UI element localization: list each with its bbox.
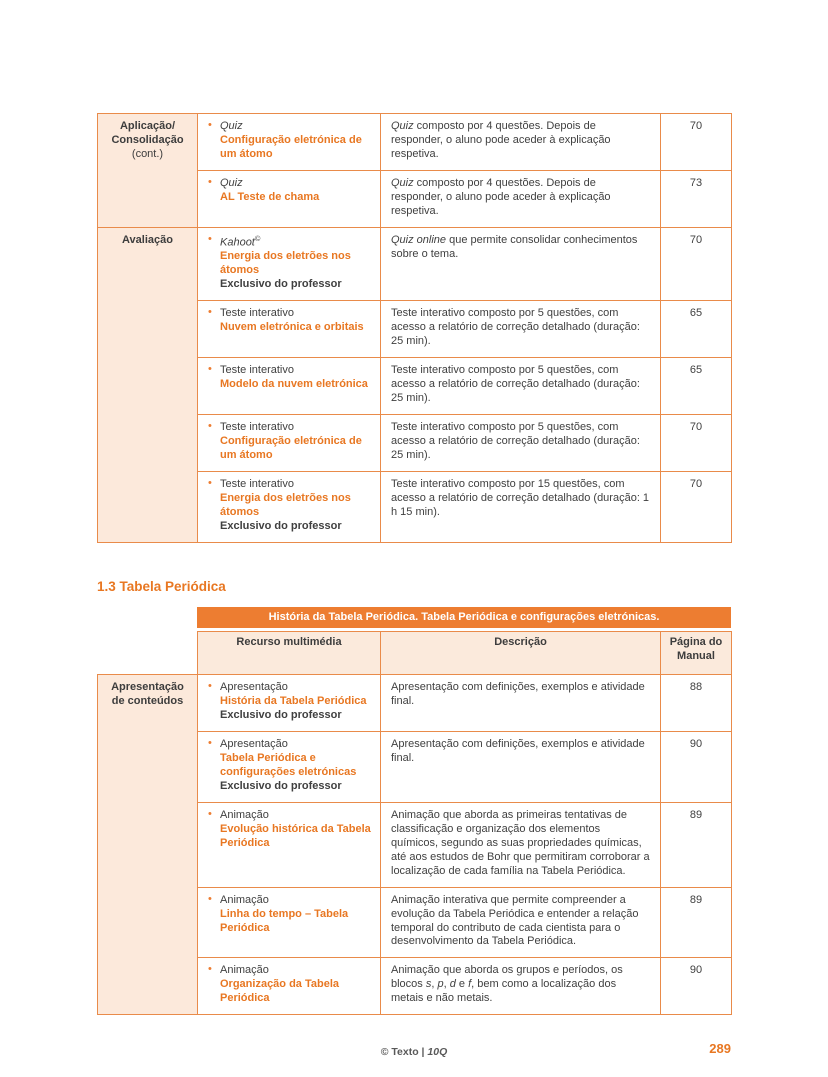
- resource-cell: [198, 674, 381, 731]
- manual-page-number: 70: [661, 227, 732, 301]
- bullet-icon: •: [208, 736, 212, 749]
- resource-cell: [198, 114, 381, 171]
- resource-title: Configuração eletrónica de um átomo: [220, 435, 362, 462]
- column-header-manual-page: Página do Manual: [661, 631, 732, 674]
- resource-cell: [198, 472, 381, 543]
- bullet-icon: •: [208, 477, 212, 490]
- manual-page-number: 70: [661, 114, 732, 171]
- description-cell: Animação que aborda as primeiras tentativas de classificação e organização dos elementos químicos, segundo as suas propriedades químicas, até aos estudos de Bohr que permitiram corroborar a localização de cada família na Tabela Periódica.: [381, 802, 661, 887]
- resources-table-periodic: [97, 631, 732, 1015]
- resource-type: Teste interativo: [220, 478, 294, 491]
- bullet-icon: •: [208, 679, 212, 692]
- bullet-icon: •: [208, 232, 212, 245]
- resource-title: Energia dos eletrões nos átomos: [220, 492, 351, 518]
- manual-page-number: 65: [661, 358, 732, 415]
- description-cell: Teste interativo composto por 5 questões, com acesso a relatório de correção detalhado (duração: 25 min).: [381, 358, 661, 415]
- resource-title: Modelo da nuvem eletrónica: [220, 378, 368, 391]
- bullet-icon: •: [208, 420, 212, 433]
- manual-page-number: 90: [661, 731, 732, 802]
- resource-type: Animação: [220, 893, 269, 906]
- description-cell: Teste interativo composto por 15 questões, com acesso a relatório de correção detalhado (duração: 1 h 15 min).: [381, 472, 661, 543]
- description-cell: Apresentação com definições, exemplos e atividade final.: [381, 674, 661, 731]
- resource-type: Teste interativo: [220, 421, 294, 434]
- description-cell: Teste interativo composto por 5 questões, com acesso a relatório de correção detalhado (duração: 25 min).: [381, 415, 661, 472]
- resource-cell: [198, 227, 381, 301]
- resource-title: AL Teste de chama: [220, 190, 320, 203]
- resource-cell: [198, 731, 381, 802]
- exclusive-note: Exclusivo do professor: [220, 779, 342, 792]
- description-cell: Quiz composto por 4 questões. Depois de responder, o aluno pode aceder à explicação respetiva.: [381, 114, 661, 171]
- resource-type: Kahoot©: [220, 233, 261, 249]
- resource-type: Quiz: [220, 176, 243, 189]
- resource-cell: [198, 301, 381, 358]
- description-cell: Teste interativo composto por 5 questões, com acesso a relatório de correção detalhado (duração: 25 min).: [381, 301, 661, 358]
- bullet-icon: •: [208, 306, 212, 319]
- bullet-icon: •: [208, 963, 212, 976]
- resource-title: Organização da Tabela Periódica: [220, 978, 340, 1005]
- resources-table-continued: [97, 113, 732, 543]
- resource-cell: [198, 170, 381, 227]
- resource-cell: [198, 802, 381, 887]
- manual-page-number: 88: [661, 674, 732, 731]
- bullet-icon: •: [208, 175, 212, 188]
- description-cell: Apresentação com definições, exemplos e atividade final.: [381, 731, 661, 802]
- bullet-icon: •: [208, 892, 212, 905]
- exclusive-note: Exclusivo do professor: [220, 278, 342, 291]
- resource-type: Apresentação: [220, 680, 288, 693]
- resource-type: Apresentação: [220, 737, 288, 750]
- description-cell: Quiz online que permite consolidar conhecimentos sobre o tema.: [381, 227, 661, 301]
- resource-title: Linha do tempo – Tabela Periódica: [220, 907, 349, 934]
- description-cell: Animação interativa que permite compreender a evolução da Tabela Periódica e entender a relação temporal do contributo de cada cientista para o desenvolvimento da Tabela Periódica.: [381, 887, 661, 958]
- resource-title: Evolução histórica da Tabela Periódica: [220, 822, 371, 849]
- resource-type: Teste interativo: [220, 364, 294, 377]
- resource-type: Animação: [220, 964, 269, 977]
- manual-page-number: 89: [661, 802, 732, 887]
- resource-type: Animação: [220, 808, 269, 821]
- manual-page-number: 70: [661, 415, 732, 472]
- resource-title: História da Tabela Periódica: [220, 694, 367, 707]
- resource-title: Tabela Periódica e configurações eletrónicas: [220, 751, 357, 778]
- resource-title: Energia dos eletrões nos átomos: [220, 250, 351, 277]
- table-header-row: [98, 631, 732, 674]
- column-header-resource: Recurso multimédia: [198, 631, 381, 674]
- manual-page-number: 70: [661, 472, 732, 543]
- footer-edition: 10Q: [427, 1046, 448, 1058]
- row-group-label: Apresentação de conteúdos: [98, 674, 198, 1014]
- manual-page-number: 90: [661, 958, 732, 1015]
- resource-type: Teste interativo: [220, 307, 294, 320]
- description-cell: Animação que aborda os grupos e períodos, os blocos s, p, d e f, bem como a localização dos metais e não metais.: [381, 958, 661, 1015]
- description-cell: Quiz composto por 4 questões. Depois de responder, o aluno pode aceder à explicação respetiva.: [381, 170, 661, 227]
- bullet-icon: •: [208, 363, 212, 376]
- resource-cell: [198, 887, 381, 958]
- manual-page-number: 65: [661, 301, 732, 358]
- resource-cell: [198, 415, 381, 472]
- exclusive-note: Exclusivo do professor: [220, 519, 342, 532]
- column-header-description: Descrição: [381, 631, 661, 674]
- table-row: [98, 227, 732, 301]
- page-number: 289: [709, 1041, 731, 1056]
- manual-page-number: 73: [661, 170, 732, 227]
- table-row: [98, 674, 732, 731]
- resource-title: Nuvem eletrónica e orbitais: [220, 321, 364, 334]
- exclusive-note: Exclusivo do professor: [220, 708, 342, 721]
- bullet-icon: •: [208, 119, 212, 131]
- manual-page-number: 89: [661, 887, 732, 958]
- table-row: [98, 114, 732, 171]
- table-title-bar: História da Tabela Periódica. Tabela Periódica e configurações eletrónicas.: [197, 607, 731, 628]
- bullet-icon: •: [208, 807, 212, 820]
- footer-publisher: © Texto |: [380, 1046, 428, 1058]
- row-group-label: Aplicação/ Consolidação (cont.): [98, 114, 198, 228]
- resource-type: Quiz: [220, 120, 243, 132]
- header-spacer: [98, 631, 198, 674]
- section-heading: 1.3 Tabela Periódica: [97, 578, 226, 594]
- resource-cell: [198, 358, 381, 415]
- row-group-label: Avaliação: [98, 227, 198, 542]
- resource-title: Configuração eletrónica de um átomo: [220, 133, 362, 160]
- page-content: [97, 113, 731, 1015]
- resource-cell: [198, 958, 381, 1015]
